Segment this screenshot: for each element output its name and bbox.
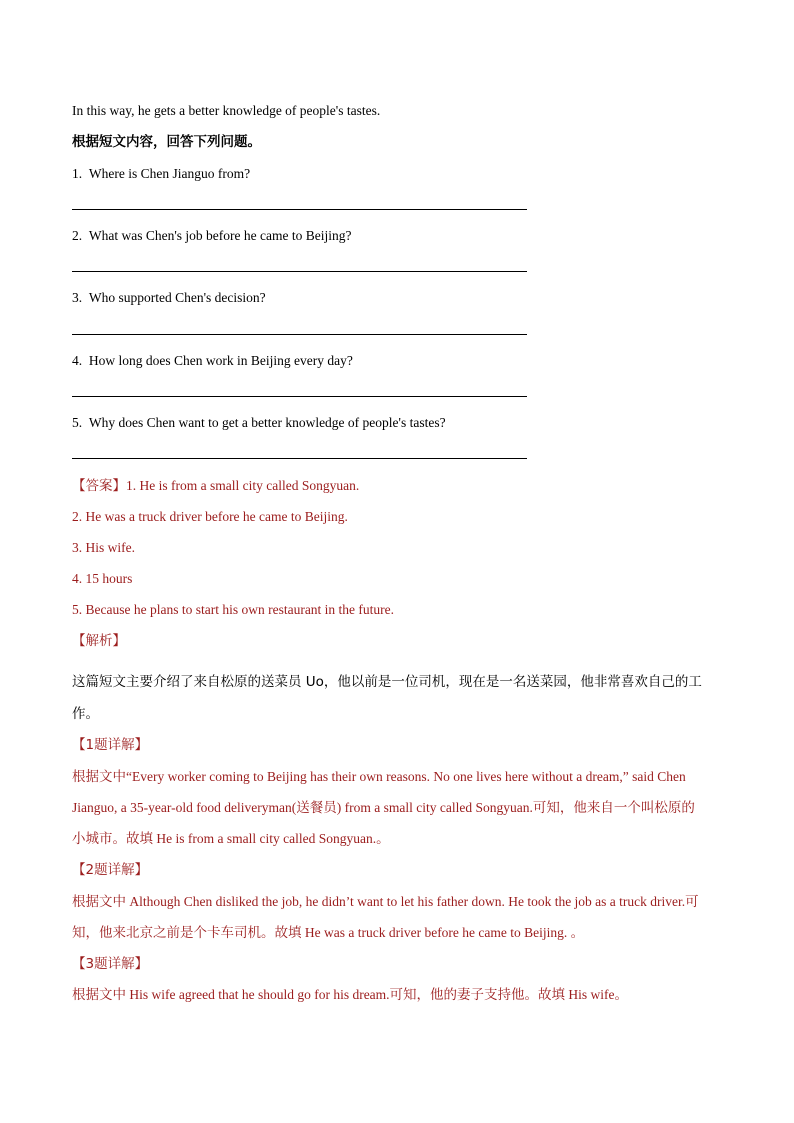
answer-tag: 【答案】	[72, 478, 126, 494]
detail-2-tag: 【2题详解】	[72, 862, 149, 878]
answer-line-4: 4. 15 hours	[72, 571, 133, 586]
detail-3-line-1: 根据文中 His wife agreed that he should go for his dream.可知，他的妻子支持他。故填 His wife。	[72, 987, 629, 1002]
answer-blank-2	[72, 271, 527, 272]
answer-line-2: 2. He was a truck driver before he came to Beijing.	[72, 509, 348, 524]
detail-2-line-2: 知，他来北京之前是个卡车司机。故填 He was a truck driver before he came to Beijing. 。	[72, 925, 585, 940]
answer-line-1	[72, 478, 359, 494]
analysis-summary: 这篇短文主要介绍了来自松原的送菜员 Uo，他以前是一位司机，现在是一名送菜园，他非常喜欢自己的工作。	[72, 674, 702, 722]
question-text: Who supported Chen's decision?	[88, 290, 266, 305]
answer-text: 1. He is from a small city called Songyuan.	[126, 478, 360, 493]
detail-1-line-2: Jianguo, a 35-year-old food deliveryman(送餐员) from a small city called Songyuan.可知，他来自一个叫松原的	[72, 800, 695, 815]
question-text: Where is Chen Jianguo from?	[88, 166, 251, 181]
analysis-tag: 【解析】	[72, 633, 126, 649]
question-text: How long does Chen work in Beijing every day?	[88, 353, 353, 368]
answer-blank-5	[72, 458, 527, 459]
answer-line-3: 3. His wife.	[72, 540, 135, 555]
answer-blank-4	[72, 396, 527, 397]
question-5	[72, 415, 446, 431]
question-text: What was Chen's job before he came to Beijing?	[88, 228, 352, 243]
detail-3-tag: 【3题详解】	[72, 956, 149, 972]
detail-1-tag: 【1题详解】	[72, 737, 149, 753]
question-3	[72, 290, 266, 306]
question-number: 4.	[72, 353, 83, 368]
question-number: 3.	[72, 290, 83, 305]
detail-2-line-1: 根据文中 Although Chen disliked the job, he didn’t want to let his father down. He took the job as a truck driver.可	[72, 894, 699, 909]
detail-1-line-1: 根据文中“Every worker coming to Beijing has their own reasons. No one lives here without a dream,” said Chen	[72, 769, 686, 784]
question-2	[72, 228, 351, 244]
answer-line-5: 5. Because he plans to start his own restaurant in the future.	[72, 602, 395, 617]
answer-blank-1	[72, 209, 527, 210]
question-number: 2.	[72, 228, 83, 243]
intro-line: In this way, he gets a better knowledge of people's tastes.	[72, 103, 381, 118]
detail-1-line-3: 小城市。故填 He is from a small city called Songyuan.。	[72, 831, 390, 846]
question-4	[72, 353, 353, 369]
question-number: 5.	[72, 415, 83, 430]
instruction-heading: 根据短文内容，回答下列问题。	[72, 134, 261, 150]
question-1	[72, 166, 250, 182]
question-text: Why does Chen want to get a better knowledge of people's tastes?	[88, 415, 446, 430]
answer-blank-3	[72, 334, 527, 335]
question-number: 1.	[72, 166, 83, 181]
